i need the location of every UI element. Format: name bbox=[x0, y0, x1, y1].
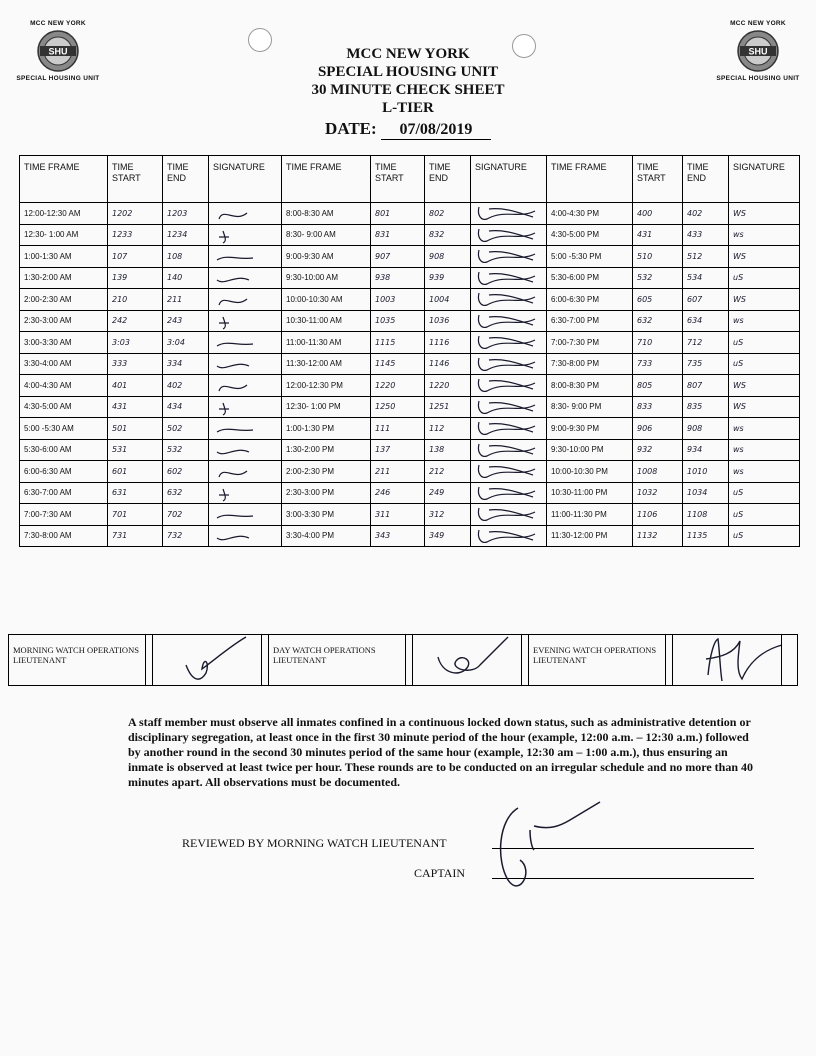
time-start-cell[interactable]: 701 bbox=[108, 504, 163, 526]
signature-mark-icon bbox=[475, 334, 539, 351]
time-start-cell[interactable]: 510 bbox=[633, 246, 683, 268]
signature-cell[interactable]: uS bbox=[729, 353, 800, 375]
time-start-cell[interactable]: 111 bbox=[371, 418, 425, 440]
table-row bbox=[20, 289, 800, 311]
signature-mark-icon bbox=[213, 291, 267, 308]
signature-mark-icon bbox=[213, 528, 267, 545]
table-row bbox=[20, 203, 800, 225]
day-watch-signature-box[interactable] bbox=[405, 635, 529, 685]
signature-cell[interactable] bbox=[471, 396, 547, 418]
signature-cell[interactable]: ws bbox=[729, 439, 800, 461]
signature-cell[interactable] bbox=[471, 203, 547, 225]
time-end-cell[interactable]: 1010 bbox=[683, 461, 729, 483]
time-end-cell[interactable]: 1116 bbox=[425, 332, 471, 354]
time-frame-cell: 11:00-11:30 PM bbox=[547, 504, 633, 526]
logo-left-emblem-text: SHU bbox=[48, 46, 68, 57]
time-start-cell[interactable]: 831 bbox=[371, 224, 425, 246]
time-start-cell[interactable]: 431 bbox=[633, 224, 683, 246]
time-frame-cell: 9:00-9:30 PM bbox=[547, 418, 633, 440]
time-frame-cell: 7:00-7:30 AM bbox=[20, 504, 108, 526]
signature-cell[interactable] bbox=[209, 353, 282, 375]
signature-mark-icon bbox=[418, 635, 516, 685]
signature-cell[interactable] bbox=[209, 418, 282, 440]
time-start-cell[interactable]: 137 bbox=[371, 439, 425, 461]
time-end-cell[interactable]: 1234 bbox=[163, 224, 209, 246]
signature-mark-icon bbox=[213, 356, 267, 373]
signature-mark-icon bbox=[213, 270, 267, 287]
time-start-cell[interactable]: 632 bbox=[633, 310, 683, 332]
time-start-cell[interactable]: 1250 bbox=[371, 396, 425, 418]
time-frame-cell: 4:00-4:30 AM bbox=[20, 375, 108, 397]
signature-mark-icon bbox=[475, 420, 539, 437]
time-end-cell[interactable]: 712 bbox=[683, 332, 729, 354]
signature-mark-icon bbox=[475, 528, 539, 545]
table-row bbox=[20, 375, 800, 397]
time-start-cell[interactable]: 431 bbox=[108, 396, 163, 418]
watch-signature-strip bbox=[8, 634, 798, 686]
time-start-cell[interactable]: 1106 bbox=[633, 504, 683, 526]
time-end-cell[interactable]: 402 bbox=[163, 375, 209, 397]
time-frame-cell: 6:00-6:30 AM bbox=[20, 461, 108, 483]
signature-cell[interactable] bbox=[471, 482, 547, 504]
time-end-cell[interactable]: 112 bbox=[425, 418, 471, 440]
time-start-cell[interactable]: 343 bbox=[371, 525, 425, 547]
signature-cell[interactable]: WS bbox=[729, 246, 800, 268]
time-end-cell[interactable]: 1036 bbox=[425, 310, 471, 332]
time-end-cell[interactable]: 3:04 bbox=[163, 332, 209, 354]
signature-cell[interactable] bbox=[209, 224, 282, 246]
signature-mark-icon bbox=[475, 442, 539, 459]
time-end-cell[interactable]: 1034 bbox=[683, 482, 729, 504]
time-frame-cell: 11:30-12:00 AM bbox=[282, 353, 371, 375]
time-end-cell[interactable]: 835 bbox=[683, 396, 729, 418]
signature-cell[interactable] bbox=[209, 482, 282, 504]
time-start-cell[interactable]: 1115 bbox=[371, 332, 425, 354]
time-frame-cell: 1:30-2:00 PM bbox=[282, 439, 371, 461]
time-end-cell[interactable]: 140 bbox=[163, 267, 209, 289]
time-frame-cell: 7:30-8:00 PM bbox=[547, 353, 633, 375]
signature-cell[interactable] bbox=[209, 439, 282, 461]
signature-cell[interactable] bbox=[471, 525, 547, 547]
time-end-cell[interactable]: 1004 bbox=[425, 289, 471, 311]
signature-mark-icon bbox=[213, 485, 267, 502]
time-start-cell[interactable]: 211 bbox=[371, 461, 425, 483]
time-start-cell[interactable]: 601 bbox=[108, 461, 163, 483]
table-row bbox=[20, 310, 800, 332]
column-header: TIME FRAME bbox=[20, 156, 108, 203]
signature-cell[interactable]: uS bbox=[729, 267, 800, 289]
time-end-cell[interactable]: 1146 bbox=[425, 353, 471, 375]
morning-watch-label: MORNING WATCH OPERATIONS LIEUTENANT bbox=[13, 645, 139, 665]
table-row bbox=[20, 224, 800, 246]
signature-cell[interactable] bbox=[209, 504, 282, 526]
time-frame-cell: 12:30- 1:00 AM bbox=[20, 224, 108, 246]
header-line-2: SPECIAL HOUSING UNIT bbox=[317, 64, 499, 80]
time-frame-cell: 11:30-12:00 PM bbox=[547, 525, 633, 547]
time-start-cell[interactable]: 1132 bbox=[633, 525, 683, 547]
time-end-cell[interactable]: 939 bbox=[425, 267, 471, 289]
time-frame-cell: 3:00-3:30 PM bbox=[282, 504, 371, 526]
time-start-cell[interactable]: 1032 bbox=[633, 482, 683, 504]
evening-watch-label: EVENING WATCH OPERATIONS LIEUTENANT bbox=[533, 645, 657, 665]
time-start-cell[interactable]: 710 bbox=[633, 332, 683, 354]
time-end-cell[interactable]: 802 bbox=[425, 203, 471, 225]
time-start-cell[interactable]: 801 bbox=[371, 203, 425, 225]
signature-cell[interactable]: uS bbox=[729, 482, 800, 504]
signature-mark-icon bbox=[475, 506, 539, 523]
time-start-cell[interactable]: 907 bbox=[371, 246, 425, 268]
column-header: TIME FRAME bbox=[282, 156, 371, 203]
table-row bbox=[20, 418, 800, 440]
time-end-cell[interactable]: 532 bbox=[163, 439, 209, 461]
time-end-cell[interactable]: 832 bbox=[425, 224, 471, 246]
signature-mark-icon bbox=[213, 377, 267, 394]
header-line-3: 30 MINUTE CHECK SHEET bbox=[311, 82, 505, 98]
signature-cell[interactable] bbox=[209, 332, 282, 354]
time-start-cell[interactable]: 605 bbox=[633, 289, 683, 311]
time-end-cell[interactable]: 807 bbox=[683, 375, 729, 397]
signature-cell[interactable] bbox=[471, 332, 547, 354]
time-end-cell[interactable]: 334 bbox=[163, 353, 209, 375]
time-end-cell[interactable]: 349 bbox=[425, 525, 471, 547]
signature-mark-icon bbox=[475, 270, 539, 287]
signature-cell[interactable] bbox=[209, 310, 282, 332]
time-end-cell[interactable]: 632 bbox=[163, 482, 209, 504]
signature-mark-icon bbox=[475, 313, 539, 330]
signature-mark-icon bbox=[475, 356, 539, 373]
logo-right-bottom-text: SPECIAL HOUSING UNIT bbox=[716, 75, 800, 82]
signature-cell[interactable] bbox=[471, 267, 547, 289]
signature-mark-icon bbox=[213, 442, 267, 459]
signature-cell[interactable] bbox=[209, 267, 282, 289]
table-row bbox=[20, 461, 800, 483]
time-start-cell[interactable]: 531 bbox=[108, 439, 163, 461]
signature-mark-icon bbox=[158, 635, 256, 685]
signature-cell[interactable]: WS bbox=[729, 203, 800, 225]
time-start-cell[interactable]: 906 bbox=[633, 418, 683, 440]
signature-cell[interactable] bbox=[471, 353, 547, 375]
time-frame-cell: 2:00-2:30 PM bbox=[282, 461, 371, 483]
time-frame-cell: 5:30-6:00 AM bbox=[20, 439, 108, 461]
time-end-cell[interactable]: 212 bbox=[425, 461, 471, 483]
time-start-cell[interactable]: 401 bbox=[108, 375, 163, 397]
time-end-cell[interactable]: 243 bbox=[163, 310, 209, 332]
time-frame-cell: 2:30-3:00 PM bbox=[282, 482, 371, 504]
time-end-cell[interactable]: 1108 bbox=[683, 504, 729, 526]
time-start-cell[interactable]: 311 bbox=[371, 504, 425, 526]
time-start-cell[interactable]: 932 bbox=[633, 439, 683, 461]
signature-cell[interactable] bbox=[471, 310, 547, 332]
time-start-cell[interactable]: 333 bbox=[108, 353, 163, 375]
time-frame-cell: 10:30-11:00 PM bbox=[547, 482, 633, 504]
signature-mark-icon bbox=[475, 377, 539, 394]
table-row bbox=[20, 482, 800, 504]
day-watch-label: DAY WATCH OPERATIONS LIEUTENANT bbox=[273, 645, 376, 665]
time-end-cell[interactable]: 402 bbox=[683, 203, 729, 225]
signature-cell[interactable]: ws bbox=[729, 418, 800, 440]
reviewed-by-label: REVIEWED BY MORNING WATCH LIEUTENANT bbox=[182, 836, 447, 850]
time-frame-cell: 5:30-6:00 PM bbox=[547, 267, 633, 289]
time-frame-cell: 4:30-5:00 PM bbox=[547, 224, 633, 246]
date-label: DATE: bbox=[325, 119, 377, 138]
time-end-cell[interactable]: 602 bbox=[163, 461, 209, 483]
time-end-cell[interactable]: 1220 bbox=[425, 375, 471, 397]
logo-right-emblem-text: SHU bbox=[748, 46, 768, 57]
time-end-cell[interactable]: 735 bbox=[683, 353, 729, 375]
time-frame-cell: 1:00-1:30 PM bbox=[282, 418, 371, 440]
time-start-cell[interactable]: 1008 bbox=[633, 461, 683, 483]
time-end-cell[interactable]: 512 bbox=[683, 246, 729, 268]
time-start-cell[interactable]: 1202 bbox=[108, 203, 163, 225]
time-frame-cell: 9:30-10:00 AM bbox=[282, 267, 371, 289]
time-start-cell[interactable]: 400 bbox=[633, 203, 683, 225]
time-frame-cell: 5:00 -5:30 PM bbox=[547, 246, 633, 268]
time-end-cell[interactable]: 1203 bbox=[163, 203, 209, 225]
time-frame-cell: 7:30-8:00 AM bbox=[20, 525, 108, 547]
time-frame-cell: 12:00-12:30 PM bbox=[282, 375, 371, 397]
signature-mark-icon bbox=[678, 635, 788, 685]
table-row bbox=[20, 267, 800, 289]
evening-watch-signature-box[interactable] bbox=[665, 635, 788, 685]
captain-label: CAPTAIN bbox=[414, 866, 466, 880]
reviewer-signature-icon bbox=[490, 800, 610, 900]
time-frame-cell: 3:30-4:00 PM bbox=[282, 525, 371, 547]
signature-mark-icon bbox=[213, 506, 267, 523]
time-frame-cell: 8:00-8:30 PM bbox=[547, 375, 633, 397]
signature-cell[interactable]: ws bbox=[729, 310, 800, 332]
header-line-4: L-TIER bbox=[382, 100, 434, 116]
column-header: TIME START bbox=[371, 156, 425, 203]
time-frame-cell: 6:30-7:00 PM bbox=[547, 310, 633, 332]
signature-cell[interactable]: ws bbox=[729, 224, 800, 246]
logo-right-top-text: MCC NEW YORK bbox=[730, 20, 786, 27]
signature-cell[interactable]: uS bbox=[729, 525, 800, 547]
signature-cell[interactable] bbox=[209, 289, 282, 311]
table-row bbox=[20, 525, 800, 547]
signature-cell[interactable]: WS bbox=[729, 289, 800, 311]
time-end-cell[interactable]: 108 bbox=[163, 246, 209, 268]
signature-cell[interactable] bbox=[209, 203, 282, 225]
signature-cell[interactable] bbox=[471, 439, 547, 461]
table-row bbox=[20, 353, 800, 375]
signature-cell[interactable] bbox=[471, 418, 547, 440]
time-start-cell[interactable]: 107 bbox=[108, 246, 163, 268]
time-frame-cell: 7:00-7:30 PM bbox=[547, 332, 633, 354]
time-frame-cell: 8:30- 9:00 AM bbox=[282, 224, 371, 246]
signature-mark-icon bbox=[213, 227, 267, 244]
signature-cell[interactable] bbox=[471, 461, 547, 483]
signature-mark-icon bbox=[213, 399, 267, 416]
date-row bbox=[0, 119, 816, 140]
table-row bbox=[20, 332, 800, 354]
signature-mark-icon bbox=[475, 399, 539, 416]
time-end-cell[interactable]: 433 bbox=[683, 224, 729, 246]
time-start-cell[interactable]: 1220 bbox=[371, 375, 425, 397]
time-end-cell[interactable]: 211 bbox=[163, 289, 209, 311]
time-end-cell[interactable]: 908 bbox=[425, 246, 471, 268]
signature-cell[interactable] bbox=[471, 289, 547, 311]
time-end-cell[interactable]: 1135 bbox=[683, 525, 729, 547]
time-start-cell[interactable]: 1035 bbox=[371, 310, 425, 332]
signature-cell[interactable]: uS bbox=[729, 504, 800, 526]
morning-watch-signature-box[interactable] bbox=[145, 635, 269, 685]
time-frame-cell: 9:30-10:00 PM bbox=[547, 439, 633, 461]
signature-cell[interactable]: uS bbox=[729, 332, 800, 354]
signature-cell[interactable] bbox=[209, 396, 282, 418]
signature-mark-icon bbox=[213, 205, 267, 222]
table-header-row bbox=[20, 156, 800, 203]
signature-mark-icon bbox=[475, 291, 539, 308]
time-frame-cell: 6:30-7:00 AM bbox=[20, 482, 108, 504]
column-header: SIGNATURE bbox=[729, 156, 800, 203]
column-header: TIME FRAME bbox=[547, 156, 633, 203]
signature-mark-icon bbox=[475, 463, 539, 480]
time-frame-cell: 3:00-3:30 AM bbox=[20, 332, 108, 354]
time-start-cell[interactable]: 1233 bbox=[108, 224, 163, 246]
table-row bbox=[20, 246, 800, 268]
signature-mark-icon bbox=[213, 334, 267, 351]
column-header: TIME END bbox=[425, 156, 471, 203]
time-end-cell[interactable]: 607 bbox=[683, 289, 729, 311]
time-start-cell[interactable]: 532 bbox=[633, 267, 683, 289]
time-frame-cell: 2:00-2:30 AM bbox=[20, 289, 108, 311]
table-row bbox=[20, 439, 800, 461]
observation-policy-note: A staff member must observe all inmates confined in a continuous locked down status, such as administrative detention or disciplinary segregation, at least once in the first 30 minute period of the hour (example, 12:00 a.m. – 12:30 a.m.) followed by another round in the second 30 minutes period of the same hour (example, 12:30 am – 1:00 a.m.), thus ensuring an inmate is observed at least twice per hour. These rounds are to be conducted on an irregular schedule and no more than 40 minutes apart. All observations must be documented. bbox=[128, 715, 754, 789]
signature-cell[interactable] bbox=[209, 461, 282, 483]
signature-cell[interactable]: WS bbox=[729, 396, 800, 418]
time-frame-cell: 4:00-4:30 PM bbox=[547, 203, 633, 225]
time-start-cell[interactable]: 501 bbox=[108, 418, 163, 440]
signature-cell[interactable] bbox=[471, 224, 547, 246]
signature-cell[interactable] bbox=[209, 525, 282, 547]
signature-mark-icon bbox=[213, 463, 267, 480]
time-end-cell[interactable]: 1251 bbox=[425, 396, 471, 418]
column-header: TIME START bbox=[633, 156, 683, 203]
time-frame-cell: 5:00 -5:30 AM bbox=[20, 418, 108, 440]
time-frame-cell: 9:00-9:30 AM bbox=[282, 246, 371, 268]
time-start-cell[interactable]: 3:03 bbox=[108, 332, 163, 354]
signature-cell[interactable] bbox=[471, 504, 547, 526]
time-frame-cell: 8:00-8:30 AM bbox=[282, 203, 371, 225]
time-end-cell[interactable]: 312 bbox=[425, 504, 471, 526]
column-header: TIME END bbox=[683, 156, 729, 203]
time-end-cell[interactable]: 502 bbox=[163, 418, 209, 440]
time-end-cell[interactable]: 534 bbox=[683, 267, 729, 289]
time-end-cell[interactable]: 732 bbox=[163, 525, 209, 547]
signature-mark-icon bbox=[475, 485, 539, 502]
time-end-cell[interactable]: 249 bbox=[425, 482, 471, 504]
time-start-cell[interactable]: 733 bbox=[633, 353, 683, 375]
time-frame-cell: 4:30-5:00 AM bbox=[20, 396, 108, 418]
header-line-1: MCC NEW YORK bbox=[346, 46, 470, 62]
time-start-cell[interactable]: 242 bbox=[108, 310, 163, 332]
check-table bbox=[19, 155, 800, 547]
signature-mark-icon bbox=[213, 420, 267, 437]
time-end-cell[interactable]: 434 bbox=[163, 396, 209, 418]
signature-mark-icon bbox=[475, 227, 539, 244]
date-value[interactable]: 07/08/2019 bbox=[381, 121, 491, 140]
time-end-cell[interactable]: 934 bbox=[683, 439, 729, 461]
time-frame-cell: 10:00-10:30 AM bbox=[282, 289, 371, 311]
signature-cell[interactable]: WS bbox=[729, 375, 800, 397]
time-start-cell[interactable]: 210 bbox=[108, 289, 163, 311]
signature-cell[interactable] bbox=[471, 246, 547, 268]
time-end-cell[interactable]: 634 bbox=[683, 310, 729, 332]
time-frame-cell: 3:30-4:00 AM bbox=[20, 353, 108, 375]
signature-cell[interactable] bbox=[209, 375, 282, 397]
column-header: SIGNATURE bbox=[209, 156, 282, 203]
time-frame-cell: 1:30-2:00 AM bbox=[20, 267, 108, 289]
logo-left-top-text: MCC NEW YORK bbox=[30, 20, 86, 27]
table-row bbox=[20, 504, 800, 526]
time-start-cell[interactable]: 938 bbox=[371, 267, 425, 289]
signature-cell[interactable] bbox=[209, 246, 282, 268]
column-header: SIGNATURE bbox=[471, 156, 547, 203]
signature-mark-icon bbox=[475, 248, 539, 265]
time-frame-cell: 8:30- 9:00 PM bbox=[547, 396, 633, 418]
time-start-cell[interactable]: 1003 bbox=[371, 289, 425, 311]
signature-mark-icon bbox=[213, 248, 267, 265]
table-row bbox=[20, 396, 800, 418]
time-frame-cell: 10:00-10:30 PM bbox=[547, 461, 633, 483]
time-start-cell[interactable]: 1145 bbox=[371, 353, 425, 375]
signature-mark-icon bbox=[213, 313, 267, 330]
time-end-cell[interactable]: 138 bbox=[425, 439, 471, 461]
time-start-cell[interactable]: 731 bbox=[108, 525, 163, 547]
signature-cell[interactable]: ws bbox=[729, 461, 800, 483]
time-start-cell[interactable]: 246 bbox=[371, 482, 425, 504]
time-frame-cell: 2:30-3:00 AM bbox=[20, 310, 108, 332]
time-end-cell[interactable]: 908 bbox=[683, 418, 729, 440]
time-frame-cell: 6:00-6:30 PM bbox=[547, 289, 633, 311]
column-header: TIME START bbox=[108, 156, 163, 203]
time-start-cell[interactable]: 631 bbox=[108, 482, 163, 504]
logo-left-bottom-text: SPECIAL HOUSING UNIT bbox=[16, 75, 100, 82]
time-start-cell[interactable]: 833 bbox=[633, 396, 683, 418]
time-end-cell[interactable]: 702 bbox=[163, 504, 209, 526]
time-frame-cell: 10:30-11:00 AM bbox=[282, 310, 371, 332]
sheet-header bbox=[0, 45, 816, 140]
time-frame-cell: 12:00-12:30 AM bbox=[20, 203, 108, 225]
column-header: TIME END bbox=[163, 156, 209, 203]
time-frame-cell: 12:30- 1:00 PM bbox=[282, 396, 371, 418]
signature-cell[interactable] bbox=[471, 375, 547, 397]
time-start-cell[interactable]: 139 bbox=[108, 267, 163, 289]
signature-mark-icon bbox=[475, 205, 539, 222]
time-frame-cell: 1:00-1:30 AM bbox=[20, 246, 108, 268]
time-start-cell[interactable]: 805 bbox=[633, 375, 683, 397]
time-frame-cell: 11:00-11:30 AM bbox=[282, 332, 371, 354]
